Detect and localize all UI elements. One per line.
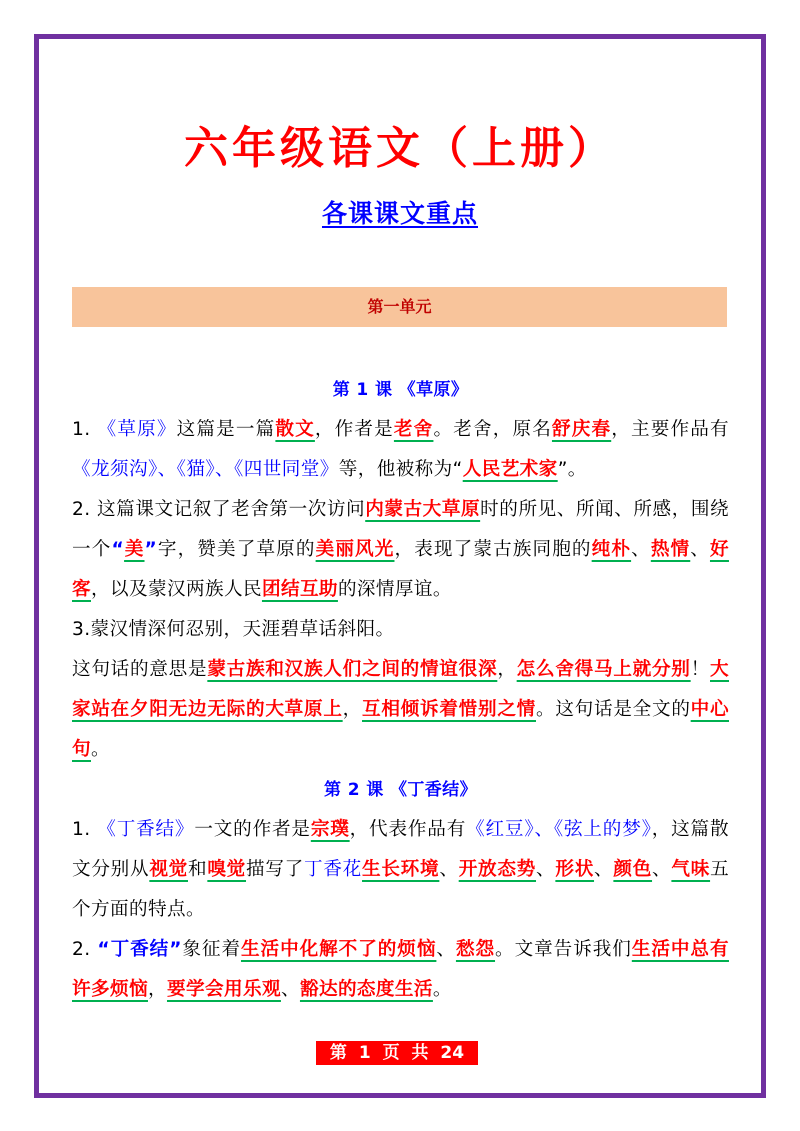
text-segment: 1. xyxy=(72,819,98,840)
key-point: 怎么舍得马上就分别 xyxy=(516,659,691,680)
text-segment: ，以及蒙汉两族人民 xyxy=(91,579,262,600)
lesson-heading: 第 2 课 《丁香结》 xyxy=(324,780,477,800)
text-segment: 。 xyxy=(432,979,452,1000)
text-segment: ， xyxy=(497,659,517,680)
text-segment: ，作者是 xyxy=(314,419,394,440)
text-segment: 这句话的意思是 xyxy=(72,659,208,680)
key-point: 生长环境 xyxy=(362,859,440,880)
title-reference: 《丁香结》 xyxy=(97,819,195,840)
text-segment: 时的所见、所闻、所感，围绕一个 xyxy=(72,499,730,560)
key-point: 散文 xyxy=(275,419,315,440)
text-segment: 等，他被称为“ xyxy=(338,459,463,480)
title-reference: 《龙须沟》、《猫》、《四世同堂》 xyxy=(72,459,339,480)
title-reference: 《红豆》、《弦上的梦》 xyxy=(466,819,652,840)
key-point: 老舍 xyxy=(393,419,434,440)
text-segment: 、 xyxy=(436,939,456,960)
text-segment: 和 xyxy=(188,859,208,880)
key-point: 团结互助 xyxy=(261,579,338,600)
key-point: 愁怨 xyxy=(455,939,496,960)
key-point: 纯朴 xyxy=(591,539,632,560)
key-point: 舒庆春 xyxy=(551,419,612,440)
key-point: 气味 xyxy=(671,859,711,880)
paragraph xyxy=(72,810,729,930)
text-segment: 一文的作者是 xyxy=(194,819,311,840)
text-segment: 2. xyxy=(72,939,98,960)
key-point: 内蒙古大草原 xyxy=(365,499,481,520)
page-title: 六年级语文（上册） xyxy=(184,123,616,174)
text-segment: 、 xyxy=(690,539,710,560)
key-point: 生活中总有许多烦恼 xyxy=(72,939,729,1000)
paragraph xyxy=(72,930,729,1010)
text-segment: 。这句话是全文的 xyxy=(536,699,691,720)
text-segment: 字，赞美了草原的 xyxy=(157,539,316,560)
paragraph xyxy=(72,650,729,770)
key-point: 蒙古族和汉族人们之间的情谊很深 xyxy=(207,659,498,680)
text-segment: 2. 这篇课文记叙了老舍第一次访问 xyxy=(72,499,366,520)
key-point: 颜色 xyxy=(613,859,653,880)
title-reference: 《草原》 xyxy=(97,419,177,440)
key-point: 热情 xyxy=(650,539,691,560)
text-segment: ，主要作品有 xyxy=(611,419,729,440)
text-segment: 3.蒙汉情深何忍别，天涯碧草话斜阳。 xyxy=(72,619,395,640)
text-segment: 描写了 xyxy=(246,859,305,880)
text-segment: ， xyxy=(342,699,362,720)
key-point: 好客 xyxy=(72,539,729,600)
text-segment: ，这篇散文分别从 xyxy=(72,819,729,880)
text-segment: 。老舍，原名 xyxy=(433,419,552,440)
page-number: 第 1 页 共 24 页 xyxy=(316,1041,478,1065)
key-point: 生活中化解不了的烦恼 xyxy=(240,939,437,960)
title-reference: 丁香花 xyxy=(304,859,363,880)
text-segment: 。 xyxy=(91,739,110,760)
page-subtitle-wrap xyxy=(0,194,800,230)
text-segment: 、 xyxy=(652,859,672,880)
text-segment: 、 xyxy=(594,859,614,880)
title-reference: “ xyxy=(111,539,125,560)
text-segment: 、 xyxy=(280,979,300,1000)
text-segment: 的深情厚谊。 xyxy=(337,579,452,600)
key-point: 互相倾诉着惜别之情 xyxy=(362,699,536,720)
page-subtitle: 各课课文重点 xyxy=(321,199,478,228)
text-segment: ， xyxy=(147,979,167,1000)
key-point: 人民艺术家 xyxy=(462,459,558,480)
text-segment: 五个方面的特点。 xyxy=(72,859,730,920)
lesson-heading: 第 1 课 《草原》 xyxy=(332,380,469,400)
key-point: 豁达的态度生活 xyxy=(299,979,433,1000)
title-reference: ” xyxy=(144,539,158,560)
text-segment: 、 xyxy=(536,859,556,880)
paragraph xyxy=(72,610,729,650)
paragraph xyxy=(72,410,729,490)
document-body xyxy=(72,370,729,1010)
text-segment: 。文章告诉我们 xyxy=(495,939,632,960)
key-point: 大家站在夕阳无边无际的大草原上 xyxy=(72,659,729,720)
key-point: 美 xyxy=(124,539,145,560)
text-segment: 这篇是一篇 xyxy=(176,419,276,440)
paragraph xyxy=(72,490,729,610)
text-segment: ”。 xyxy=(557,459,587,480)
key-point: 嗅觉 xyxy=(207,859,247,880)
key-point: 要学会用乐观 xyxy=(166,979,281,1000)
key-point: 开放态势 xyxy=(458,859,537,880)
key-point: 中心句 xyxy=(72,699,729,760)
text-segment: ！ xyxy=(690,659,710,680)
text-segment: 、 xyxy=(631,539,651,560)
key-point: 美丽风光 xyxy=(315,539,395,560)
text-segment: 象征着 xyxy=(181,939,241,960)
text-segment: 、 xyxy=(439,859,459,880)
key-point: 形状 xyxy=(555,859,595,880)
text-segment: 1. xyxy=(72,419,98,440)
title-reference: “丁香结” xyxy=(97,939,182,960)
key-point: 宗璞 xyxy=(310,819,350,840)
text-segment: ，表现了蒙古族同胞的 xyxy=(394,539,592,560)
key-point: 视觉 xyxy=(149,859,188,880)
text-segment: ，代表作品有 xyxy=(349,819,467,840)
unit-heading: 第一单元 xyxy=(72,287,727,327)
